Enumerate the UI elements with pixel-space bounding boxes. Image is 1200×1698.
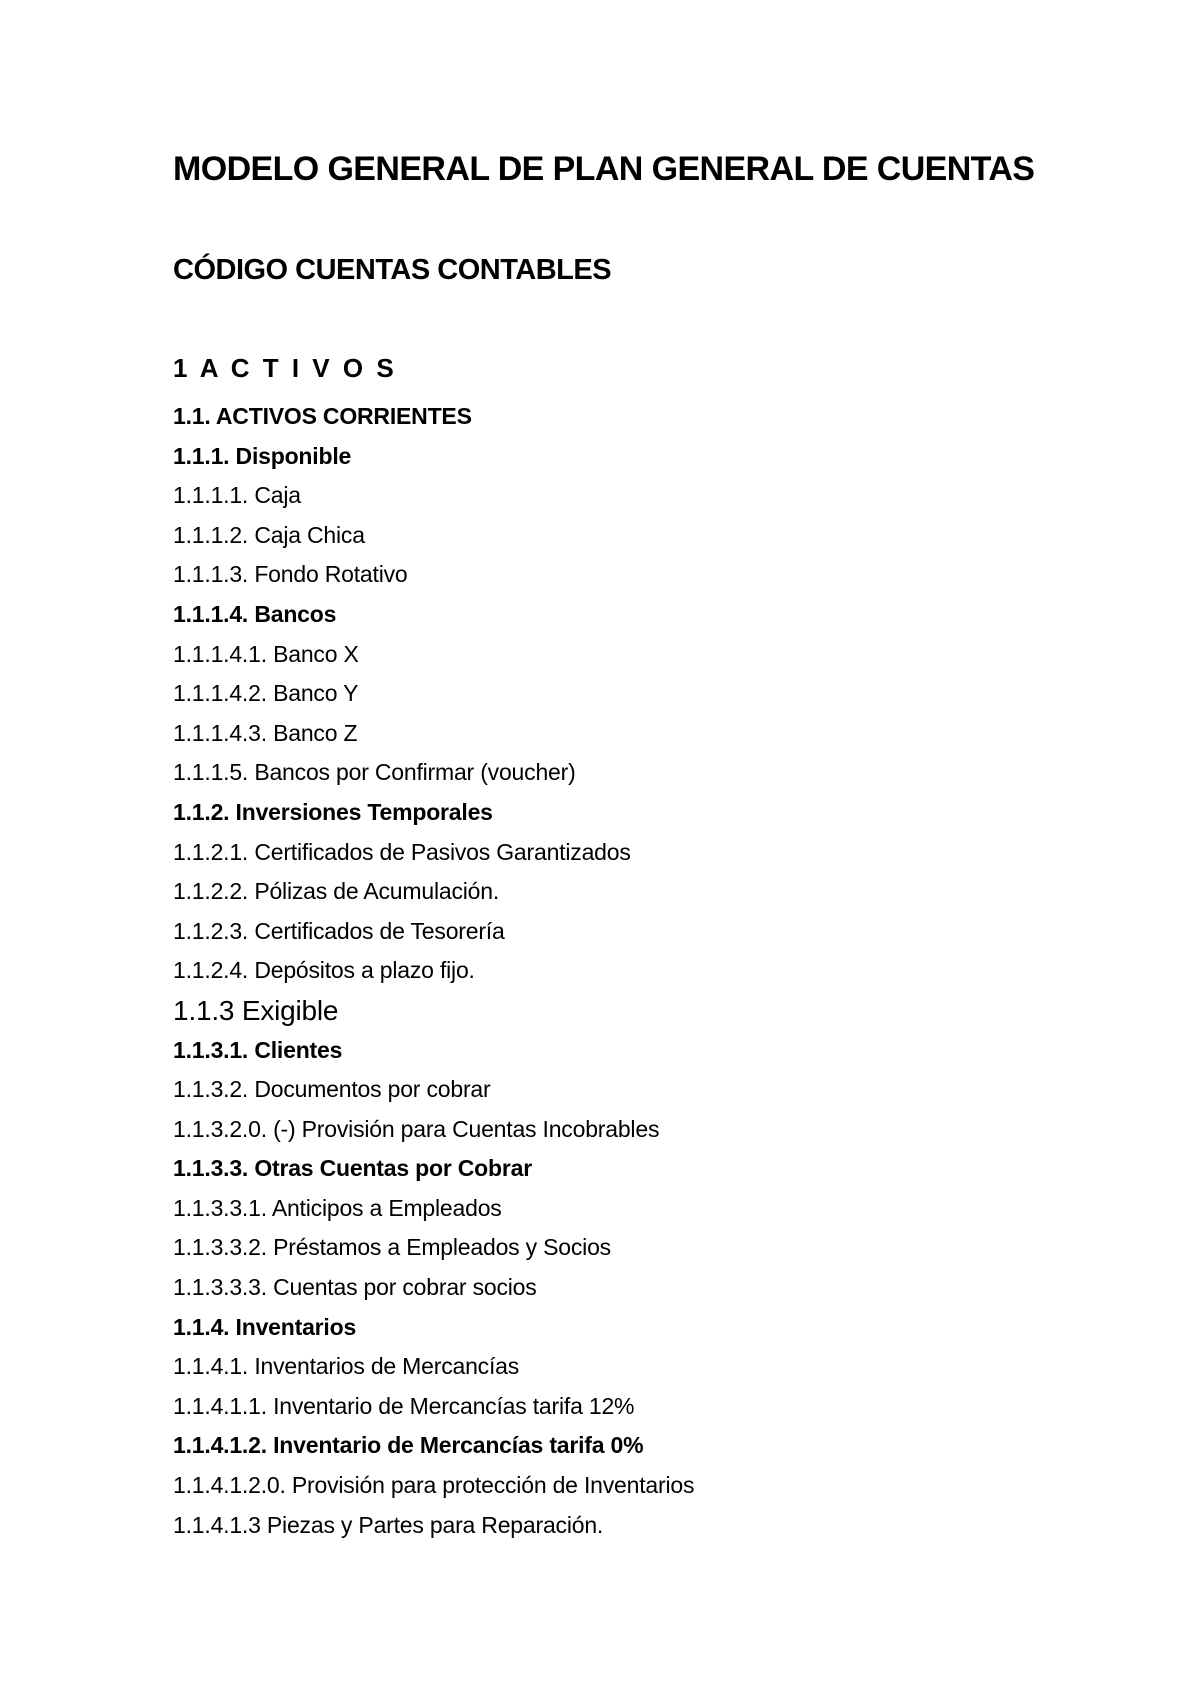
account-line: 1.1.3.3.1. Anticipos a Empleados	[173, 1194, 502, 1221]
section-heading-activos: 1 A C T I V O S	[173, 353, 397, 383]
account-line: 1.1.2.1. Certificados de Pasivos Garantizados	[173, 838, 631, 865]
account-line: 1.1.2. Inversiones Temporales	[173, 798, 493, 825]
account-line: 1.1.1.3. Fondo Rotativo	[173, 561, 408, 588]
document-title: MODELO GENERAL DE PLAN GENERAL DE CUENTAS	[173, 150, 1035, 188]
account-list	[173, 397, 694, 1545]
account-line: 1.1.4.1.1. Inventario de Mercancías tarifa 12%	[173, 1392, 635, 1419]
account-line: 1.1.3 Exigible	[173, 994, 339, 1026]
account-line: 1.1.2.3. Certificados de Tesorería	[173, 917, 505, 944]
account-line: 1.1.1.2. Caja Chica	[173, 521, 365, 548]
account-line: 1.1.3.1. Clientes	[173, 1036, 343, 1063]
account-line: 1.1.1.4. Bancos	[173, 600, 337, 627]
account-line: 1.1.3.3. Otras Cuentas por Cobrar	[173, 1155, 532, 1182]
account-line: 1.1.4.1.2. Inventario de Mercancías tarifa 0%	[173, 1432, 644, 1459]
account-line: 1.1.3.3.3. Cuentas por cobrar socios	[173, 1274, 537, 1301]
account-line: 1.1.1. Disponible	[173, 442, 352, 469]
account-line: 1.1.1.4.2. Banco Y	[173, 680, 359, 707]
document-subtitle: CÓDIGO CUENTAS CONTABLES	[173, 254, 612, 286]
account-line: 1.1.3.3.2. Préstamos a Empleados y Socios	[173, 1234, 611, 1261]
account-line: 1.1.3.2. Documentos por cobrar	[173, 1076, 491, 1103]
account-line: 1.1.2.4. Depósitos a plazo fijo.	[173, 957, 475, 984]
account-line: 1.1.1.4.1. Banco X	[173, 640, 359, 667]
account-line: 1.1.1.5. Bancos por Confirmar (voucher)	[173, 759, 576, 786]
account-line: 1.1.3.2.0. (-) Provisión para Cuentas Incobrables	[173, 1115, 660, 1142]
account-line: 1.1.4.1. Inventarios de Mercancías	[173, 1353, 520, 1380]
account-line: 1.1.4. Inventarios	[173, 1313, 357, 1340]
account-line: 1.1. ACTIVOS CORRIENTES	[173, 403, 472, 429]
account-line: 1.1.4.1.2.0. Provisión para protección de Inventarios	[173, 1472, 695, 1499]
account-line: 1.1.2.2. Pólizas de Acumulación.	[173, 878, 500, 905]
account-line: 1.1.4.1.3 Piezas y Partes para Reparación.	[173, 1511, 604, 1538]
account-line: 1.1.1.4.3. Banco Z	[173, 719, 358, 746]
account-line: 1.1.1.1. Caja	[173, 482, 301, 509]
